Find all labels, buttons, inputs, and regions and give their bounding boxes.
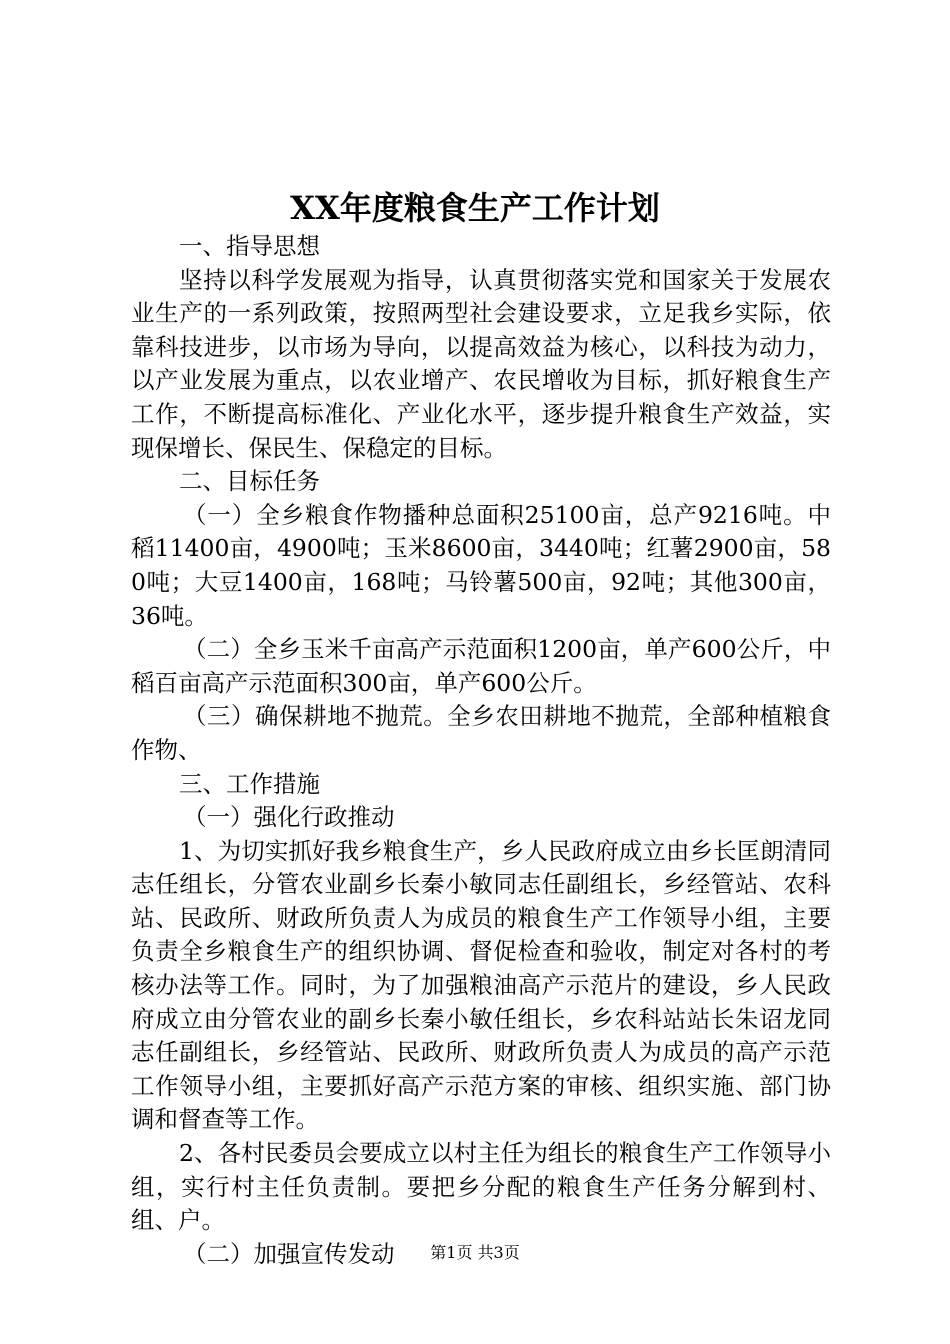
section-heading-measures: 三、工作措施 <box>179 769 320 798</box>
paragraph-target-1: （一）全乡粮食作物播种总面积25100亩，总产9216吨。中稻11400亩，4900吨；玉米8600亩，3440吨；红薯2900亩，580吨；大豆1400亩，168吨；马铃薯500亩，92吨；其他300亩，36吨。 <box>131 500 831 630</box>
paragraph-measure-2: 2、各村民委员会要成立以村主任为组长的粮食生产工作领导小组，实行村主任负责制。要把乡分配的粮食生产任务分解到村、组、户。 <box>131 1139 831 1235</box>
paragraph-target-3: （三）确保耕地不抛荒。全乡农田耕地不抛荒，全部种植粮食作物、 <box>131 702 831 764</box>
subheading-publicity: （二）加强宣传发动 <box>183 1239 395 1268</box>
subheading-admin-promotion: （一）强化行政推动 <box>183 803 395 832</box>
paragraph-guiding-ideology: 坚持以科学发展观为指导，认真贯彻落实党和国家关于发展农业生产的一系列政策，按照两型社会建设要求，立足我乡实际，依靠科技进步，以市场为导向，以提高效益为核心，以科技为动力，以产业发展为重点，以农业增产、农民增收为目标，抓好粮食生产工作，不断提高标准化、产业化水平，逐步提升粮食生产效益，实现保增长、保民生、保稳定的目标。 <box>131 265 831 462</box>
document-body <box>131 230 831 1271</box>
page-footer: 第1页 共3页 <box>430 1243 520 1262</box>
paragraph-target-2: （二）全乡玉米千亩高产示范面积1200亩，单产600公斤，中稻百亩高产示范面积300亩，单产600公斤。 <box>131 635 831 697</box>
paragraph-measure-1: 1、为切实抓好我乡粮食生产，乡人民政府成立由乡长匡朗清同志任组长，分管农业副乡长秦小敏同志任副组长，乡经管站、农科站、民政所、财政所负责人为成员的粮食生产工作领导小组，主要负责全乡粮食生产的组织协调、督促检查和验收，制定对各村的考核办法等工作。同时，为了加强粮油高产示范片的建设，乡人民政府成立由分管农业的副乡长秦小敏任组长，乡农科站站长朱诏龙同志任副组长，乡经管站、民政所、财政所负责人为成员的高产示范工作领导小组，主要抓好高产示范方案的审核、组织实施、部门协调和督查等工作。 <box>131 836 831 1134</box>
document-title: XX年度粮食生产工作计划 <box>290 189 660 227</box>
section-heading-targets: 二、目标任务 <box>179 467 320 496</box>
section-heading-guiding-ideology: 一、指导思想 <box>179 232 320 260</box>
